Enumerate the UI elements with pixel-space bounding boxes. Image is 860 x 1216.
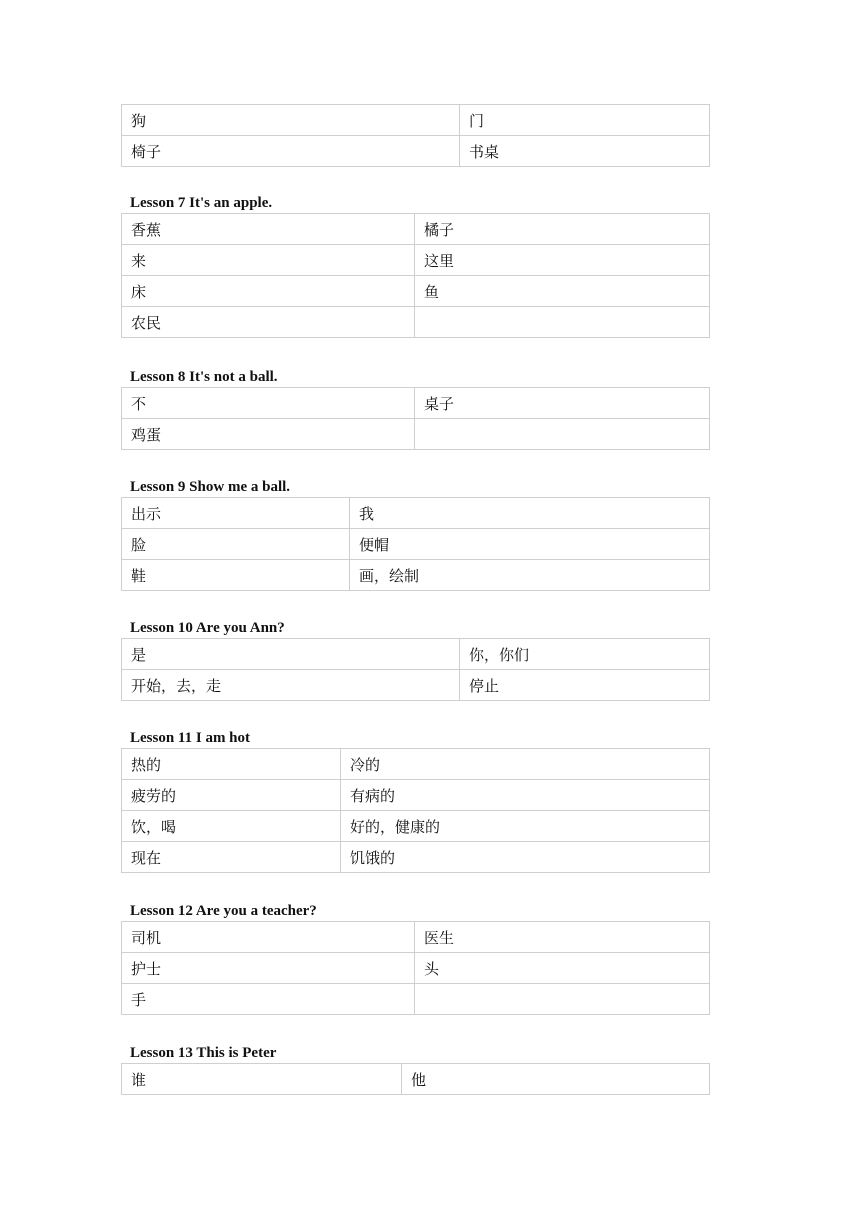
table-row xyxy=(122,984,710,1015)
vocab-table xyxy=(121,638,710,701)
table-row xyxy=(122,498,710,529)
lesson-12-section xyxy=(121,901,709,1015)
lesson-10-section xyxy=(121,618,709,701)
table-cell: 谁 xyxy=(122,1064,402,1095)
table-cell: 书桌 xyxy=(460,136,710,167)
vocab-table xyxy=(121,213,710,338)
lesson-9-section xyxy=(121,477,709,591)
table-row xyxy=(122,811,710,842)
table-cell xyxy=(415,984,710,1015)
table-cell: 桌子 xyxy=(415,388,710,419)
table-cell: 画，绘制 xyxy=(350,560,710,591)
table-row xyxy=(122,842,710,873)
lesson-heading: Lesson 10 Are you Ann? xyxy=(130,620,285,636)
table-cell: 便帽 xyxy=(350,529,710,560)
table-cell: 农民 xyxy=(122,307,415,338)
lesson-8-section xyxy=(121,367,709,450)
lesson-heading: Lesson 8 It's not a ball. xyxy=(130,369,278,385)
table-cell: 脸 xyxy=(122,529,350,560)
table-cell: 护士 xyxy=(122,953,415,984)
table-cell: 椅子 xyxy=(122,136,460,167)
vocab-table xyxy=(121,387,710,450)
table-row xyxy=(122,307,710,338)
table-cell: 司机 xyxy=(122,922,415,953)
table-cell: 疲劳的 xyxy=(122,780,341,811)
table-row xyxy=(122,560,710,591)
table-cell: 停止 xyxy=(460,670,710,701)
table-cell: 饮，喝 xyxy=(122,811,341,842)
lesson-7-section xyxy=(121,193,709,338)
table-cell: 热的 xyxy=(122,749,341,780)
table-row xyxy=(122,388,710,419)
table-cell: 好的，健康的 xyxy=(341,811,710,842)
table-row xyxy=(122,639,710,670)
table-cell: 门 xyxy=(460,105,710,136)
table-row xyxy=(122,670,710,701)
lesson-heading: Lesson 11 I am hot xyxy=(130,730,251,746)
table-cell: 床 xyxy=(122,276,415,307)
table-cell: 来 xyxy=(122,245,415,276)
table-cell: 有病的 xyxy=(341,780,710,811)
table-cell: 开始，去，走 xyxy=(122,670,460,701)
vocab-table xyxy=(121,748,710,873)
table-row xyxy=(122,749,710,780)
table-row xyxy=(122,529,710,560)
table-cell: 是 xyxy=(122,639,460,670)
table-row xyxy=(122,953,710,984)
table-cell: 现在 xyxy=(122,842,341,873)
table-row xyxy=(122,136,710,167)
lesson-heading: Lesson 12 Are you a teacher? xyxy=(130,903,317,919)
table-row xyxy=(122,419,710,450)
table-cell: 狗 xyxy=(122,105,460,136)
table-cell: 香蕉 xyxy=(122,214,415,245)
table-row xyxy=(122,214,710,245)
table-row xyxy=(122,105,710,136)
table-cell: 鱼 xyxy=(415,276,710,307)
table-cell xyxy=(415,307,710,338)
lesson-11-section xyxy=(121,728,709,873)
vocab-table xyxy=(121,921,710,1015)
table-cell: 鞋 xyxy=(122,560,350,591)
table-cell: 他 xyxy=(402,1064,710,1095)
lesson-heading: Lesson 13 This is Peter xyxy=(130,1045,277,1061)
table-cell: 出示 xyxy=(122,498,350,529)
table-cell: 这里 xyxy=(415,245,710,276)
table-cell: 头 xyxy=(415,953,710,984)
table-cell: 你，你们 xyxy=(460,639,710,670)
table-cell xyxy=(415,419,710,450)
table-row xyxy=(122,780,710,811)
table-cell: 我 xyxy=(350,498,710,529)
vocab-table xyxy=(121,497,710,591)
vocab-section-continued xyxy=(121,104,709,167)
lesson-13-section xyxy=(121,1043,709,1095)
table-cell: 手 xyxy=(122,984,415,1015)
table-row xyxy=(122,1064,710,1095)
table-cell: 饥饿的 xyxy=(341,842,710,873)
lesson-heading: Lesson 7 It's an apple. xyxy=(130,195,273,211)
vocab-table xyxy=(121,104,710,167)
table-row xyxy=(122,922,710,953)
table-cell: 不 xyxy=(122,388,415,419)
lesson-heading: Lesson 9 Show me a ball. xyxy=(130,479,291,495)
table-row xyxy=(122,276,710,307)
table-cell: 冷的 xyxy=(341,749,710,780)
table-cell: 橘子 xyxy=(415,214,710,245)
table-cell: 鸡蛋 xyxy=(122,419,415,450)
table-cell: 医生 xyxy=(415,922,710,953)
vocab-table xyxy=(121,1063,710,1095)
table-row xyxy=(122,245,710,276)
